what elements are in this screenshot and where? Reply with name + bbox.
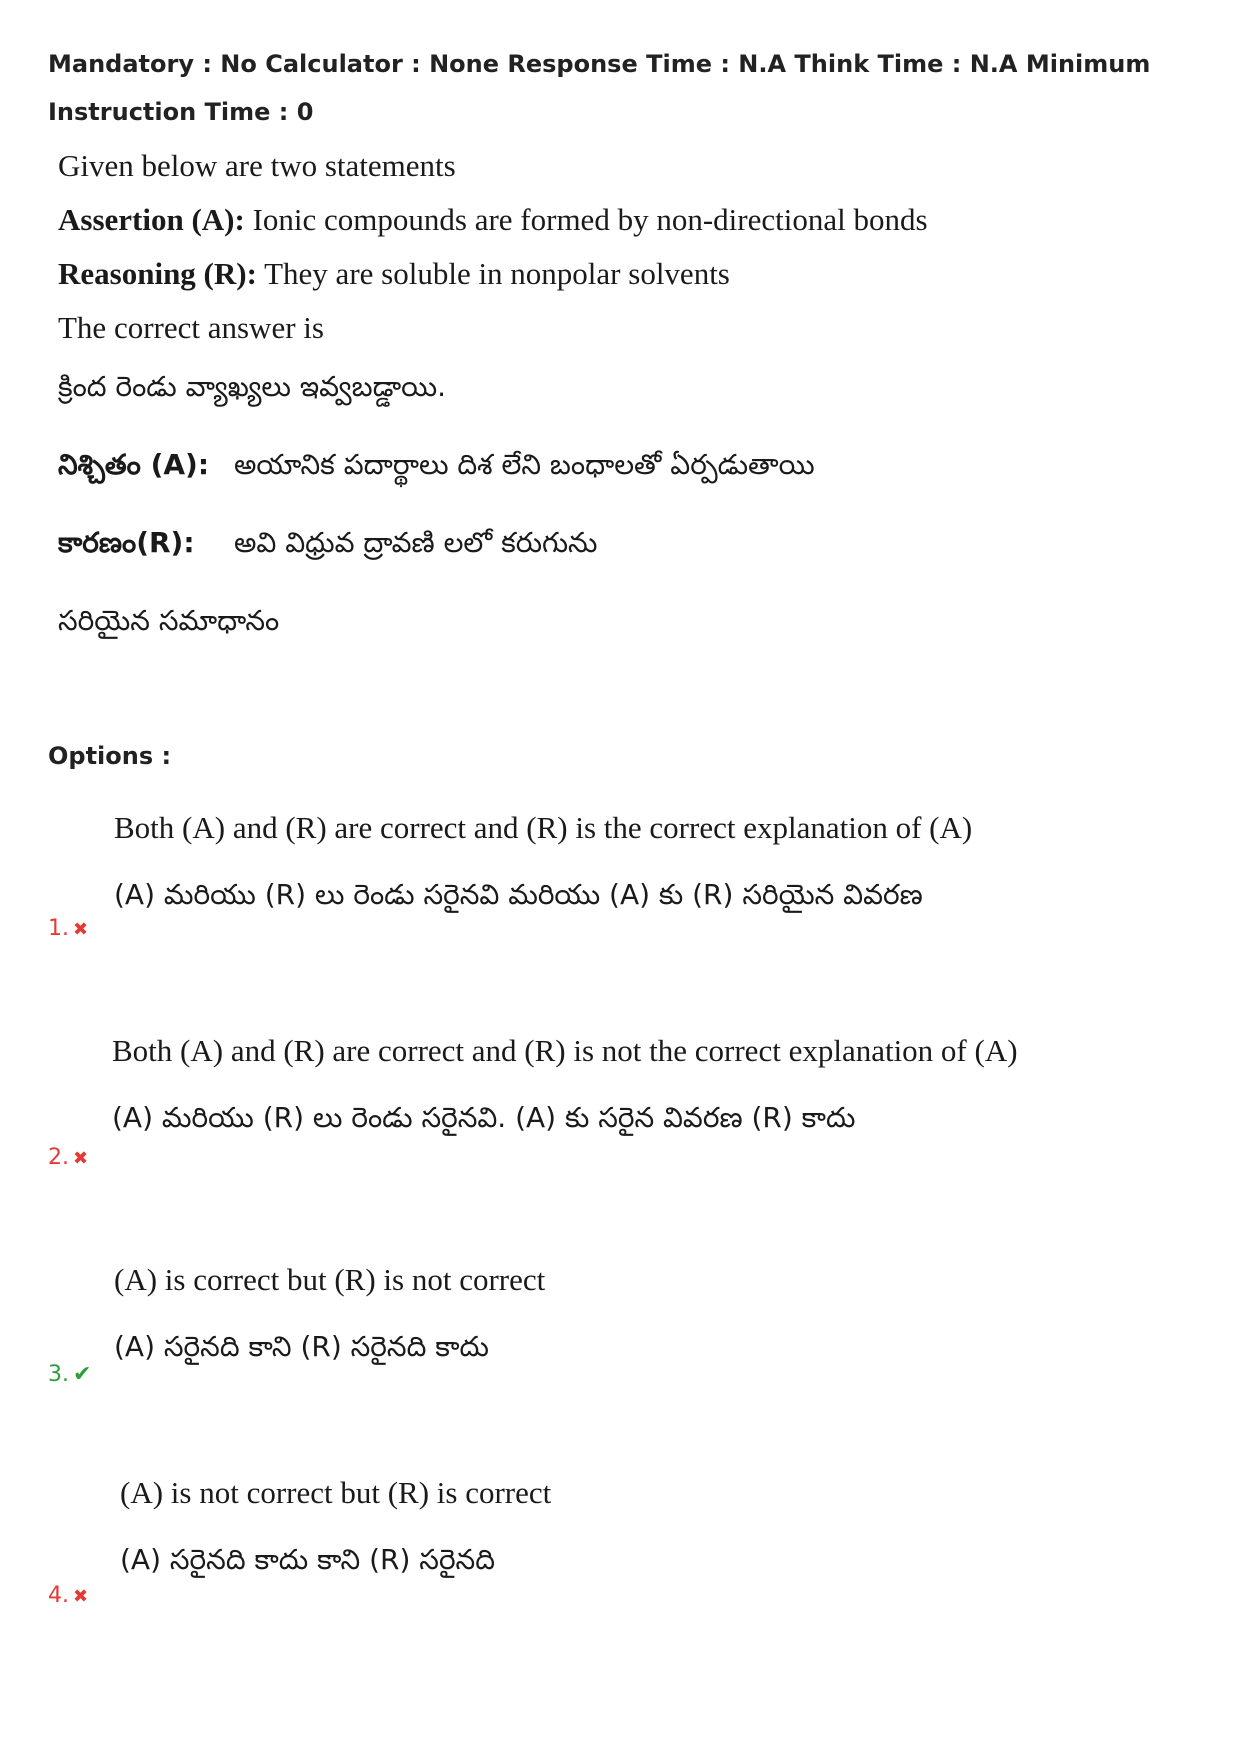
option-3-number: 3. ✔ <box>48 1362 92 1387</box>
reasoning-line-te <box>58 526 597 566</box>
option-2-number: 2. ✖ <box>48 1145 89 1170</box>
reasoning-label: Reasoning (R): <box>58 256 257 291</box>
question-meta: Mandatory : No Calculator : None Response Time : N.A Think Time : N.A Minimum Instruction Time : 0 <box>48 50 1151 126</box>
option-4[interactable] <box>0 1475 1240 1675</box>
option-4-text-te: (A) సరైనది కాదు కాని (R) సరైనది <box>120 1543 495 1576</box>
option-3-text: (A) is correct but (R) is not correct <box>114 1262 546 1297</box>
question-intro: Given below are two statements <box>58 148 456 183</box>
wrong-mark-icon: ✖ <box>73 1148 89 1169</box>
assertion-line-te <box>58 448 815 488</box>
assertion-text: Ionic compounds are formed by non-directional bonds <box>244 202 928 237</box>
check-mark-icon: ✔ <box>73 1362 92 1387</box>
option-2[interactable] <box>0 1033 1240 1233</box>
assertion-label: Assertion (A): <box>58 202 245 237</box>
reasoning-label-te: కారణం(R): <box>58 526 195 559</box>
question-prompt: The correct answer is <box>58 310 324 345</box>
reasoning-line <box>58 256 730 292</box>
reasoning-text: They are soluble in nonpolar solvents <box>256 256 730 291</box>
option-1-text: Both (A) and (R) are correct and (R) is the correct explanation of (A) <box>114 810 973 845</box>
option-4-number: 4. ✖ <box>48 1583 89 1608</box>
option-3-text-te: (A) సరైనది కాని (R) సరైనది కాదు <box>114 1330 489 1363</box>
option-1-number: 1. ✖ <box>48 916 89 941</box>
options-heading: Options : <box>48 742 172 770</box>
option-2-text: Both (A) and (R) are correct and (R) is not the correct explanation of (A) <box>112 1033 1018 1068</box>
option-3[interactable] <box>0 1262 1240 1462</box>
option-1-text-te: (A) మరియు (R) లు రెండు సరైనవి మరియు (A) కు (R) సరియైన వివరణ <box>114 878 923 911</box>
wrong-mark-icon: ✖ <box>73 919 89 940</box>
option-4-text: (A) is not correct but (R) is correct <box>120 1475 552 1510</box>
question-prompt-te: సరియైన సమాధానం <box>58 604 280 637</box>
reasoning-text-te: అవి విధ్రువ ద్రావణి లలో కరుగును <box>234 526 598 559</box>
option-2-text-te: (A) మరియు (R) లు రెండు సరైనవి. (A) కు సరైన వివరణ (R) కాదు <box>112 1101 856 1134</box>
assertion-text-te: అయానిక పదార్థాలు దిశ లేని బంధాలతో ఏర్పడుతాయి <box>234 448 815 481</box>
assertion-line <box>58 202 928 238</box>
option-1[interactable] <box>0 810 1240 1010</box>
assertion-label-te: నిశ్చితం (A): <box>58 448 210 481</box>
question-intro-te: క్రింద రెండు వ్యాఖ్యలు ఇవ్వబడ్డాయి. <box>58 370 447 403</box>
wrong-mark-icon: ✖ <box>73 1586 89 1607</box>
